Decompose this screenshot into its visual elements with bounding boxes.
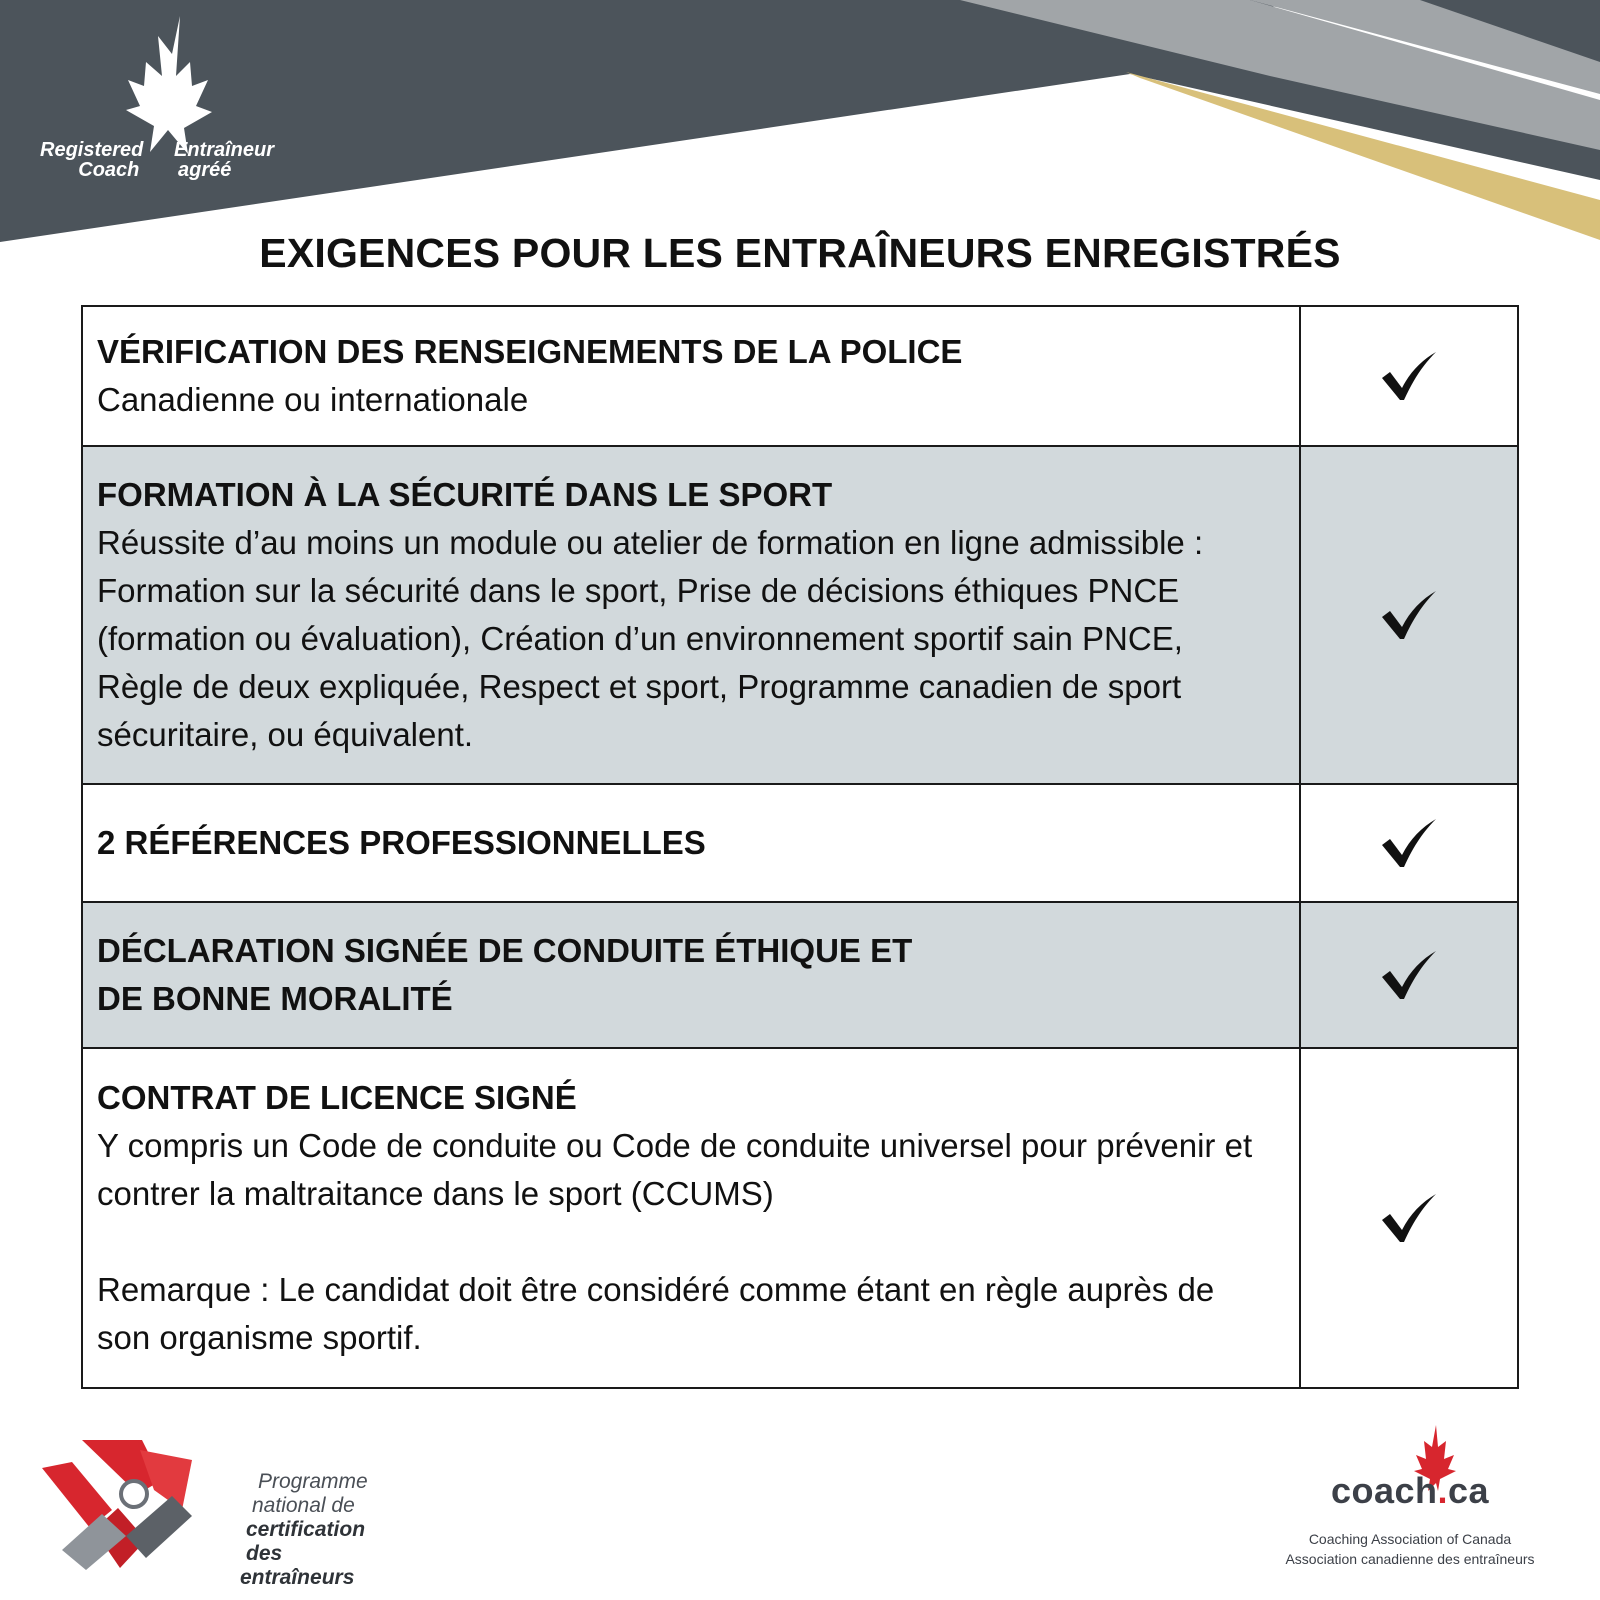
check-cell (1301, 903, 1517, 1047)
description-line: Formation sur la sécurité dans le sport, Prise de décisions éthiques PNCE (97, 572, 1180, 609)
checkmark-icon (1380, 589, 1438, 641)
nccp-text-line: Programme (258, 1470, 368, 1493)
nccp-text-line: certification des (246, 1518, 366, 1565)
description-line: Réussite d’au moins un module ou atelier de formation en ligne admissible : (97, 524, 1204, 561)
logo-text-registered: Registered (40, 139, 144, 161)
table-row (83, 785, 1517, 903)
description-line: Règle de deux expliquée, Respect et sport, Programme canadien de sport (97, 668, 1182, 705)
requirement-heading (97, 927, 1285, 1023)
description-line: contrer la maltraitance dans le sport (CCUMS) (97, 1175, 774, 1212)
logo-text-french (174, 140, 274, 180)
heading-line: DE BONNE MORALITÉ (97, 980, 453, 1017)
coach-subtitle-english: Coaching Association of Canada (1308, 1531, 1512, 1547)
table-row (83, 447, 1517, 785)
header-band (0, 0, 1600, 250)
description-line: Y compris un Code de conduite ou Code de conduite universel pour prévenir et (97, 1127, 1253, 1164)
logo-text-entraineur: Entraîneur (174, 139, 275, 161)
requirement-note (97, 1266, 1285, 1362)
coach-subtitle-french: Association canadienne des entraîneurs (1285, 1551, 1535, 1567)
requirement-heading: 2 RÉFÉRENCES PROFESSIONNELLES (97, 824, 706, 861)
coach-ca-logo (1260, 1425, 1560, 1575)
requirement-heading: FORMATION À LA SÉCURITÉ DANS LE SPORT (97, 476, 833, 513)
requirement-cell (83, 1049, 1301, 1387)
coach-word: coach (1330, 1470, 1438, 1511)
logo-text-coach: Coach (78, 159, 140, 181)
check-cell (1301, 307, 1517, 445)
note-line: son organisme sportif. (97, 1319, 422, 1356)
nccp-logo-text (240, 1470, 392, 1590)
registered-coach-logo (28, 14, 288, 190)
requirement-description (97, 1122, 1285, 1218)
heading-line: DÉCLARATION SIGNÉE DE CONDUITE ÉTHIQUE ET (97, 932, 913, 969)
table-row (83, 307, 1517, 447)
checkmark-icon (1380, 949, 1438, 1001)
table-row (83, 1049, 1517, 1387)
logo-text-english (40, 140, 143, 180)
requirement-description: Canadienne ou internationale (97, 381, 529, 418)
requirement-cell (83, 903, 1301, 1047)
coach-ca-wordmark (1260, 1470, 1560, 1512)
table-row (83, 903, 1517, 1049)
description-line: (formation ou évaluation), Création d’un environnement sportif sain PNCE, (97, 620, 1183, 657)
page-title: EXIGENCES POUR LES ENTRAÎNEURS ENREGISTRÉS (259, 230, 1341, 276)
requirement-cell (83, 785, 1301, 901)
coach-suffix: ca (1448, 1470, 1490, 1511)
coach-dot: . (1437, 1470, 1448, 1511)
description-line: sécuritaire, ou équivalent. (97, 716, 474, 753)
logo-text-agree: agréé (178, 159, 232, 181)
nccp-text-line: entraîneurs (240, 1566, 355, 1589)
requirement-heading: VÉRIFICATION DES RENSEIGNEMENTS DE LA POLICE (97, 333, 963, 370)
requirement-cell (83, 307, 1301, 445)
note-line: Remarque : Le candidat doit être considéré comme étant en règle auprès de (97, 1271, 1215, 1308)
requirement-cell (83, 447, 1301, 783)
maple-leaf-icon (88, 14, 238, 154)
check-cell (1301, 1049, 1517, 1387)
requirements-table (81, 305, 1519, 1389)
requirement-heading: CONTRAT DE LICENCE SIGNÉ (97, 1079, 577, 1116)
checkmark-icon (1380, 817, 1438, 869)
nccp-text-line: national de (252, 1494, 355, 1517)
nccp-logo-icon (42, 1440, 212, 1570)
nccp-logo (42, 1440, 392, 1589)
checkmark-icon (1380, 1192, 1438, 1244)
check-cell (1301, 447, 1517, 783)
requirement-description (97, 519, 1285, 759)
checkmark-icon (1380, 350, 1438, 402)
check-cell (1301, 785, 1517, 901)
